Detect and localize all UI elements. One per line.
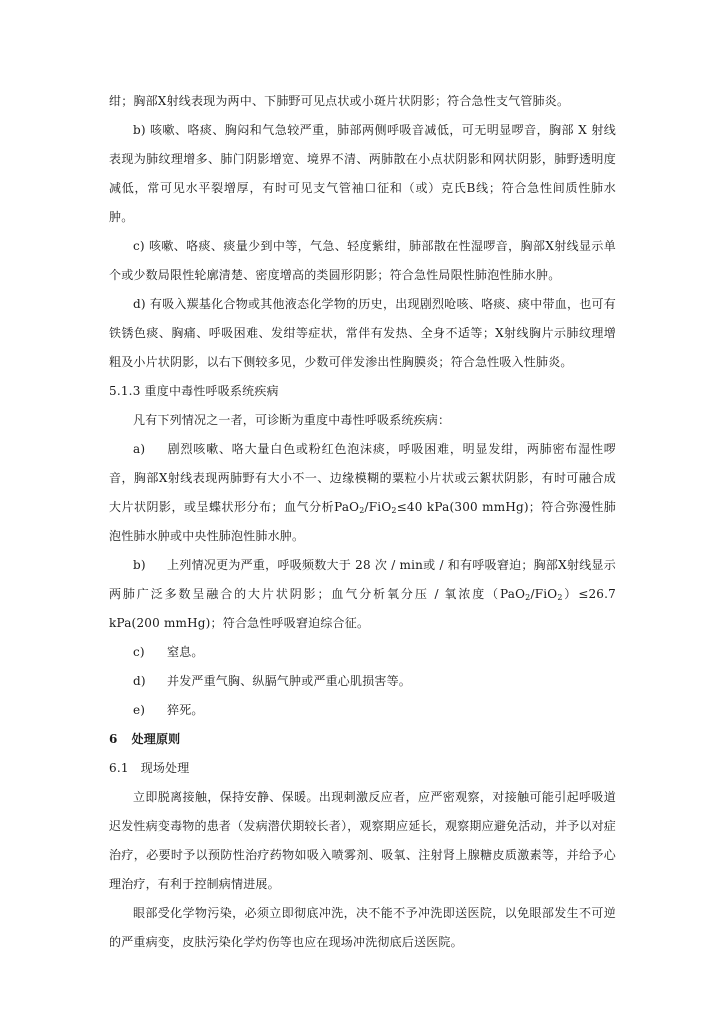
section-title: 现场处理 <box>140 761 190 775</box>
list-text: 上列情况更为严重，呼吸频数大于 28 次 / min或 / 和有呼吸窘迫；胸部X射线显示两肺广泛多数呈融合的大片状阴影；血气分析氧分压 / 氧浓度（PaO <box>109 558 616 601</box>
page-content <box>109 0 616 957</box>
section-heading-5-1-3: 5.1.3 重度中毒性呼吸系统疾病 <box>109 384 279 398</box>
subscript: 2 <box>525 593 531 602</box>
list-text: 剧烈咳嗽、咯大量白色或粉红色泡沫痰，呼吸困难，明显发绀，两肺密布湿性啰音，胸部X射线表现两肺野有大小不一、边缘模糊的粟粒小片状或云絮状阴影，有时可融合成大片状阴影，或呈蝶状形分布；血气分析PaO <box>109 442 616 514</box>
list-text: /FiO <box>364 500 392 514</box>
list-marker: e) <box>133 703 146 717</box>
list-marker: b) <box>133 558 146 572</box>
paragraph-6-1-second: 眼部受化学物污染，必须立即彻底冲洗，决不能不予冲洗即送医院，以免眼部发生不可逆的严重病变，皮肤污染化学灼伤等也应在现场冲洗彻底后送医院。 <box>109 906 616 949</box>
list-item-c <box>109 638 616 667</box>
list-marker: c) <box>133 645 145 659</box>
chapter-number: 6 <box>109 732 118 746</box>
list-marker: d) <box>133 674 146 688</box>
section-intro: 凡有下列情况之一者，可诊断为重度中毒性呼吸系统疾病： <box>133 413 451 427</box>
paragraph-b: b) 咳嗽、咯痰、胸闷和气急较严重，肺部两侧呼吸音减低，可无明显啰音，胸部 X 射线表现为肺纹理增多、肺门阴影增宽、境界不清、两肺散在小点状阴影和网状阴影，肺野透明度减低，常可见水平裂增厚，有时可见支气管袖口征和（或）克氏B线；符合急性间质性肺水肿。 <box>109 123 616 224</box>
subscript: 2 <box>557 593 563 602</box>
list-text: 并发严重气胸、纵膈气肿或严重心肌损害等。 <box>167 674 412 688</box>
paragraph-c: c) 咳嗽、咯痰、痰量少到中等，气急、轻度紫绀，肺部散在性湿啰音，胸部X射线显示单个或少数局限性轮廓清楚、密度增高的类圆形阴影；符合急性局限性肺泡性肺水肿。 <box>109 239 616 282</box>
section-number: 6.1 <box>109 761 129 775</box>
list-text: ≤40 kPa(300 mmHg)；符合弥漫性肺泡性肺水肿或中央性肺泡性肺水肿。 <box>109 500 616 543</box>
list-text: /FiO <box>530 587 558 601</box>
subscript: 2 <box>359 506 365 515</box>
list-text: 窒息。 <box>167 645 204 659</box>
list-item-e <box>109 696 616 725</box>
subscript: 2 <box>391 506 397 515</box>
list-item-b <box>109 551 616 638</box>
list-text: 猝死。 <box>167 703 204 717</box>
list-item-a <box>109 435 616 551</box>
list-text: ）≤26.7 kPa(200 mmHg)；符合急性呼吸窘迫综合征。 <box>109 587 616 630</box>
chapter-heading-6 <box>109 725 616 754</box>
paragraph-d: d) 有吸入羰基化合物或其他液态化学物的历史，出现剧烈呛咳、咯痰、痰中带血，也可有铁锈色痰、胸痛、呼吸困难、发绀等症状，常伴有发热、全身不适等；X射线胸片示肺纹理增粗及小片状阴影，以右下侧较多见，少数可伴发渗出性胸膜炎；符合急性吸入性肺炎。 <box>109 297 616 369</box>
list-item-d <box>109 667 616 696</box>
list-marker: a) <box>133 442 146 456</box>
chapter-title: 处理原则 <box>131 732 181 746</box>
paragraph-6-1-first: 立即脱离接触，保持安静、保暖。出现刺激反应者，应严密观察，对接触可能引起呼吸道迟发性病变毒物的患者（发病潜伏期较长者），观察期应延长，观察期应避免活动，并予以对症治疗，必要时予以预防性治疗药物如吸入喷雾剂、吸氧、注射肾上腺糖皮质激素等，并给予心理治疗，有利于控制病情进展。 <box>109 790 616 891</box>
paragraph-continued: 绀；胸部X射线表现为两中、下肺野可见点状或小斑片状阴影；符合急性支气管肺炎。 <box>109 94 570 108</box>
section-heading-6-1 <box>109 754 616 783</box>
